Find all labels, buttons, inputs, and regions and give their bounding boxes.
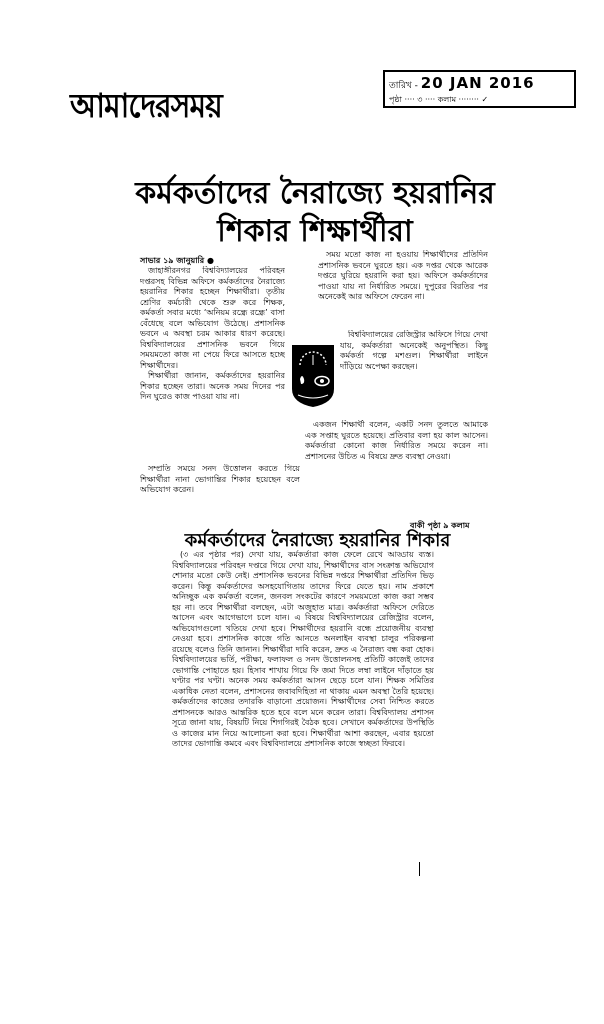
- stamp-page-label: পৃষ্ঠা: [389, 95, 402, 104]
- dateline: সাভার ১৯ জানুয়ারি ●: [140, 256, 214, 265]
- continuation-headline: কর্মকর্তাদের নৈরাজ্যে হয়রানির শিকার: [184, 530, 451, 551]
- article-column-right-middle: [340, 330, 488, 420]
- paragraph: বিশ্ববিদ্যালয়ের রেজিস্ট্রার অফিসে গিয়ে দেখা যায়, কর্মকর্তারা অনেকেই অনুপস্থিত। কিছু কর্মকর্তা গল্পে মশগুল। শিক্ষার্থীরা লাইনে দাঁড়িয়ে অপেক্ষা করছেন।: [340, 330, 488, 371]
- paragraph: একজন শিক্ষার্থী বলেন, একটি সনদ তুলতে আমাকে এক সপ্তাহ ঘুরতে হয়েছে। প্রতিবার বলা হয় কাল আসেন। কর্মকর্তারা কোনো কাজ নির্ধারিত সময়ে করেন না। প্রশাসনের উচিত এ বিষয়ে দ্রুত ব্যবস্থা নেওয়া।: [305, 420, 488, 461]
- paragraph: (৩ এর পৃষ্ঠার পর) দেখা যায়, কর্মকর্তারা কাজ ফেলে রেখে আড্ডায় ব্যস্ত। বিশ্ববিদ্যালয়ের পরিবহন দপ্তরে গিয়ে দেখা যায়, শিক্ষার্থীদের বাস সংক্রান্ত অভিযোগ শোনার মতো কেউ নেই। প্রশাসনিক ভবনের বিভিন্ন দপ্তরে শিক্ষার্থীরা প্রতিদিন ভিড় করেন। কিন্তু কর্মকর্তাদের অসহযোগিতায় তাদের ফিরে যেতে হয়। নাম প্রকাশে অনিচ্ছুক এক কর্মকর্তা বলেন, জনবল সংকটের কারণে সময়মতো কাজ করা সম্ভব হয় না। তবে শিক্ষার্থীরা বলছেন, এটা অজুহাত মাত্র। কর্মকর্তারা অফিসে দেরিতে আসেন এবং আগেভাগে চলে যান। এ বিষয়ে বিশ্ববিদ্যালয়ের রেজিস্ট্রার বলেন, অভিযোগগুলো খতিয়ে দেখা হবে। শিক্ষার্থীদের হয়রানি বন্ধে প্রয়োজনীয় ব্যবস্থা নেওয়া হবে। প্রশাসনিক কাজে গতি আনতে অনলাইন ব্যবস্থা চালুর পরিকল্পনা রয়েছে বলেও তিনি জানান। শিক্ষার্থীরা দাবি করেন, দ্রুত এ নৈরাজ্য বন্ধ করা হোক। বিশ্ববিদ্যালয়ের ভর্তি, পরীক্ষা, ফলাফল ও সনদ উত্তোলনসহ প্রতিটি কাজেই তাদের ভোগান্তি পোহাতে হয়। হিসাব শাখায় গিয়ে ফি জমা দিতে লম্বা লাইনে দাঁড়াতে হয় ঘণ্টার পর ঘণ্টা। অনেক সময় কর্মকর্তারা আসন ছেড়ে চলে যান। শিক্ষক সমিতির একাধিক নেতা বলেন, প্রশাসনের জবাবদিহিতা না থাকায় এমন অবস্থা তৈরি হয়েছে। কর্মকর্তাদের কাজের তদারকি বাড়ানো প্রয়োজন। শিক্ষার্থীদের সেবা নিশ্চিত করতে প্রশাসনকে আরও আন্তরিক হতে হবে বলে মনে করেন তারা। বিশ্ববিদ্যালয় প্রশাসন সূত্রে জানা যায়, বিষয়টি নিয়ে শিগগিরই বৈঠক হবে। সেখানে কর্মকর্তাদের উপস্থিতি ও কাজের মান নিয়ে আলোচনা করা হবে। শিক্ষার্থীরা আশা করছেন, এবার হয়তো তাদের ভোগান্তি কমবে এবং বিশ্ববিদ্যালয়ে প্রশাসনিক কাজে স্বচ্ছতা ফিরবে।: [172, 550, 434, 748]
- paragraph: সম্প্রতি সময়ে সনদ উত্তোলন করতে গিয়ে শিক্ষার্থীরা নানা ভোগান্তির শিকার হয়েছেন বলে অভিযোগ করেন।: [140, 464, 300, 494]
- headline-line-1: কর্মকর্তাদের নৈরাজ্যে হয়রানির: [135, 176, 495, 211]
- university-emblem-icon: [290, 343, 336, 409]
- continuation-column: [172, 550, 434, 875]
- date-stamp: তারিখ - 20 JAN 2016 পৃষ্ঠা ···· ৩ ···· কলাম ········ ✓: [383, 70, 576, 108]
- scan-mark: [419, 862, 420, 876]
- headline: [130, 175, 500, 251]
- stamp-date: 20 JAN 2016: [420, 74, 535, 92]
- paragraph: জাহাঙ্গীরনগর বিশ্ববিদ্যালয়ের পরিবহন দপ্তরসহ বিভিন্ন অফিসে কর্মকর্তাদের নৈরাজ্যে হয়রানির শিকার হচ্ছেন শিক্ষার্থীরা। তৃতীয় শ্রেণির কর্মচারী থেকে শুরু করে শিক্ষক, কর্মকর্তা সবার মধ্যে ‘অনিয়ম রন্ধ্রে রন্ধ্রে’ বাসা বেঁধেছে বলে অভিযোগ উঠেছে। প্রশাসনিক ভবনে এ অবস্থা চরম আকার ধারণ করেছে। বিশ্ববিদ্যালয়ের প্রশাসনিক ভবনে গিয়ে সময়মতো কাজ না পেয়ে ফিরে আসতে হচ্ছে শিক্ষার্থীদের।: [140, 266, 285, 370]
- article-column-right-top: [318, 250, 488, 330]
- stamp-column-label: কলাম: [437, 95, 457, 104]
- continued-on-label: বাকী পৃষ্ঠা ৯ কলাম: [410, 521, 470, 530]
- article-column-right-bottom: [305, 420, 488, 512]
- article-column-left-bottom: [140, 464, 300, 510]
- paragraph: শিক্ষার্থীরা জানান, কর্মকর্তাদের হয়রানির শিকার হচ্ছেন তারা। অনেক সময় দিনের পর দিন ঘুরেও কাজ পাওয়া যায় না।: [140, 371, 285, 401]
- paragraph: সময় মতো কাজ না হওয়ায় শিক্ষার্থীদের প্রতিদিন প্রশাসনিক ভবনে ঘুরতে হয়। এক দপ্তর থেকে আরেক দপ্তরে ঘুরিয়ে হয়রানি করা হয়। অফিসে কর্মকর্তাদের পাওয়া যায় না নির্ধারিত সময়ে। দুপুরের বিরতির পর অনেকেই আর অফিসে ফেরেন না।: [318, 250, 488, 301]
- stamp-date-label: তারিখ: [389, 81, 412, 91]
- headline-line-2: শিকার শিক্ষার্থীরা: [217, 214, 413, 249]
- newspaper-masthead: আমাদেরসময়: [70, 87, 222, 126]
- article-column-left: [140, 266, 285, 464]
